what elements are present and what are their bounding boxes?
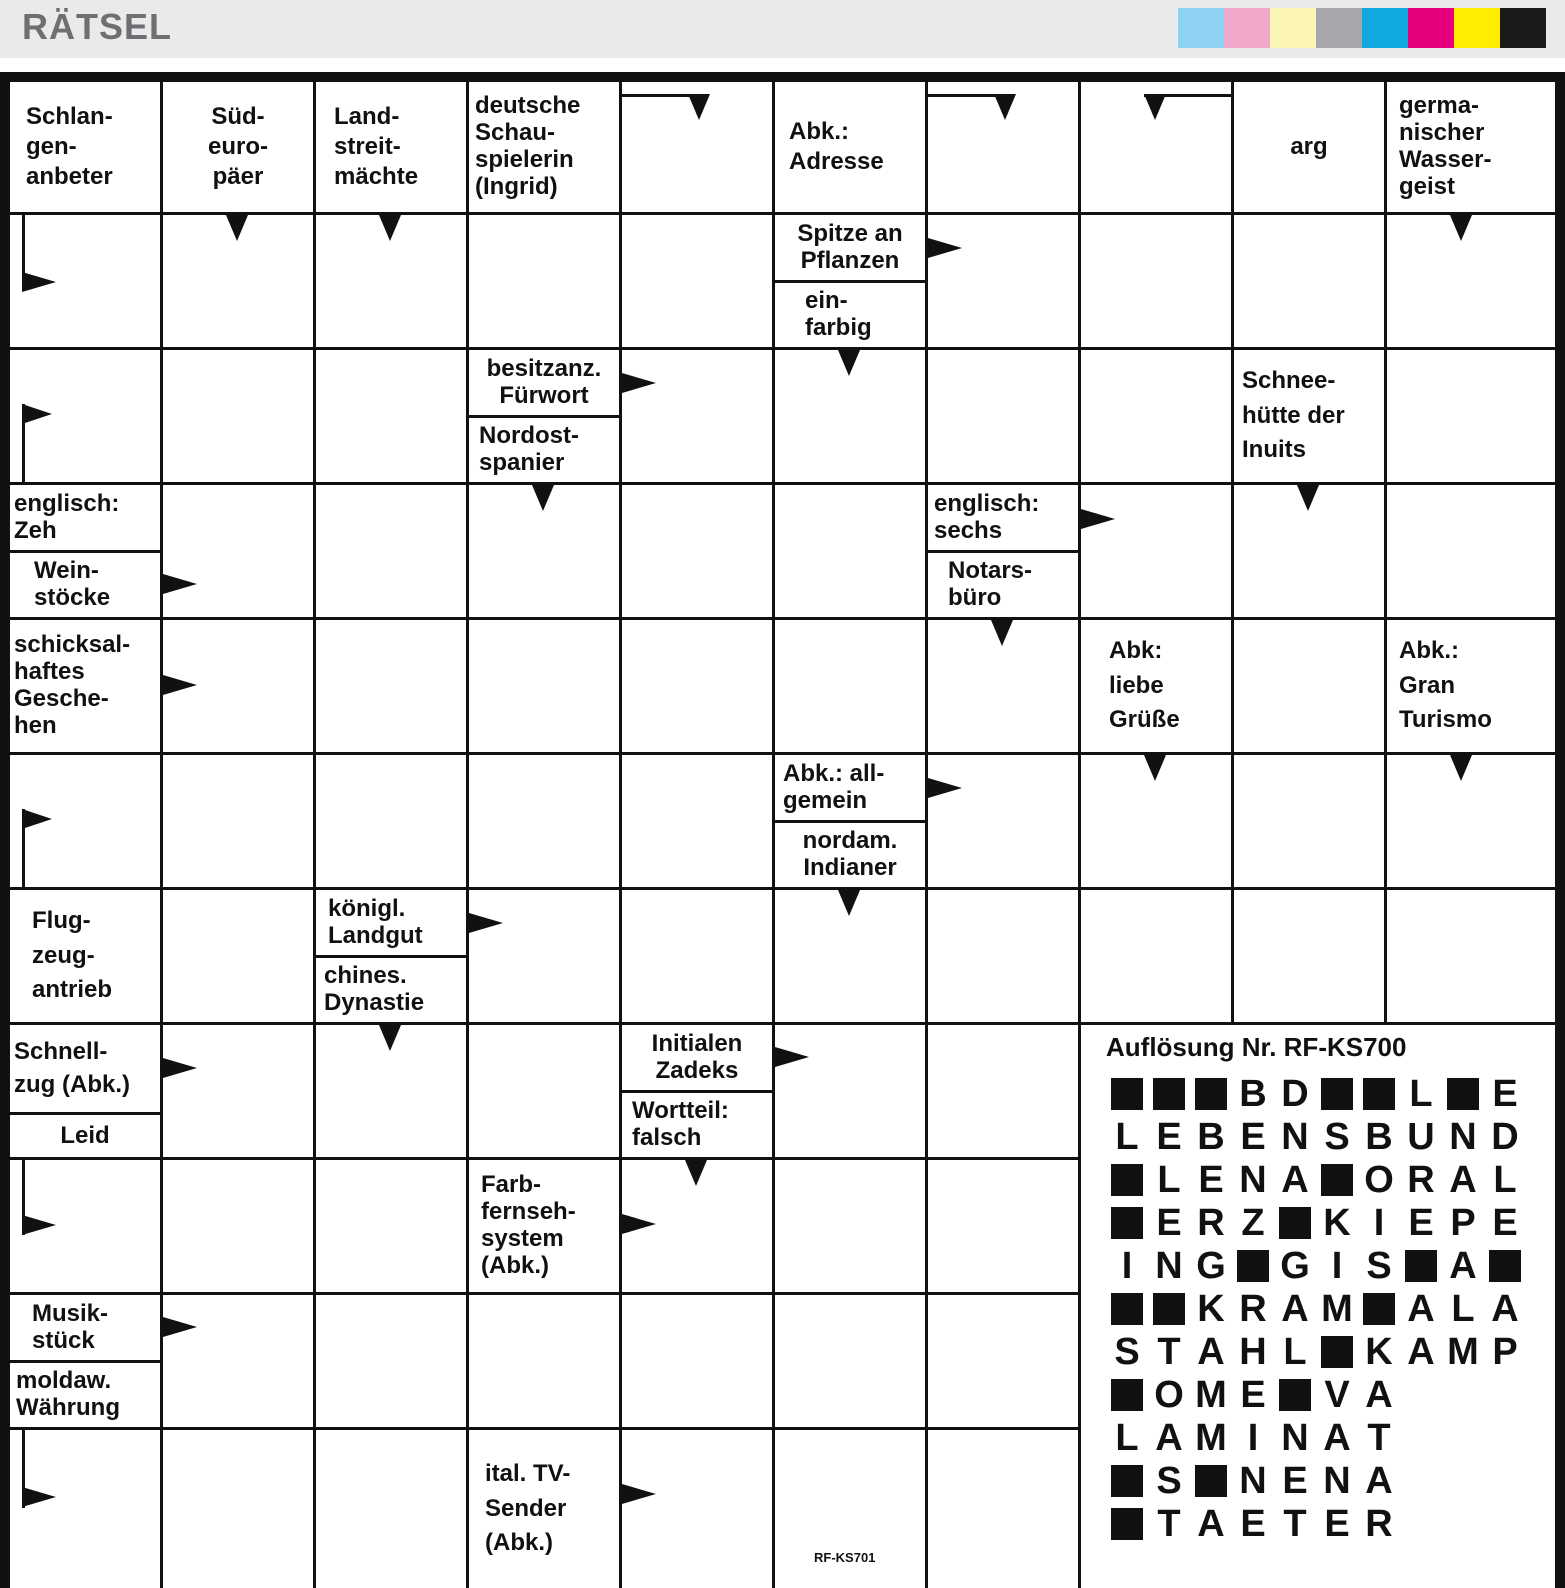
arrow-down-icon [379, 215, 401, 241]
clue-cell: Wortteil: falsch [632, 1097, 729, 1151]
arrow-down-icon [991, 620, 1013, 646]
arrow-right-icon [22, 272, 56, 292]
clue-cell: Schlan- gen- anbeter [26, 103, 113, 190]
solution-row [1106, 1160, 1526, 1200]
solution-block [1190, 1461, 1232, 1501]
solution-block [1274, 1375, 1316, 1415]
flag-arrow-icon [22, 404, 52, 424]
solution-letter: L [1115, 1115, 1139, 1158]
solution-block [1148, 1289, 1190, 1329]
arrow-down-icon [1450, 215, 1472, 241]
solution-block [1106, 1074, 1148, 1114]
solution-block [1316, 1332, 1358, 1372]
solution-letter: N [1155, 1244, 1183, 1287]
solution-block [1106, 1375, 1148, 1415]
arrow-down-icon [379, 1025, 401, 1051]
arrow-right-icon [1081, 509, 1115, 529]
solution-letter: M [1195, 1416, 1227, 1459]
solution-row [1106, 1117, 1526, 1157]
clue-cell: englisch: sechs [934, 489, 1040, 544]
clue-cell: deutsche Schau- spielerin (Ingrid) [475, 92, 581, 200]
color-swatch [1224, 8, 1270, 48]
grid-line [160, 82, 163, 1588]
arrow-right-icon [622, 1484, 656, 1504]
solution-letter: E [1492, 1201, 1518, 1244]
solution-title: Auflösung Nr. RF-KS700 [1106, 1032, 1407, 1062]
clue-cell: Schnee- hütte der Inuits [1242, 366, 1345, 464]
solution-block [1106, 1461, 1148, 1501]
solution-block [1274, 1203, 1316, 1243]
clue-cell: Spitze an Pflanzen [797, 219, 903, 274]
arrow-down-icon [226, 215, 248, 241]
clue-cell: ein- farbig [805, 287, 872, 341]
clue-cell: Leid [60, 1122, 110, 1149]
clue-cell: Abk.: Gran Turismo [1399, 636, 1492, 734]
solution-letter: I [1331, 1244, 1343, 1287]
clue-cell: Notars- büro [948, 557, 1033, 611]
solution-letter: O [1364, 1158, 1394, 1201]
clue-cell: Nordost- spanier [479, 422, 579, 476]
solution-row [1106, 1375, 1400, 1415]
grid-line [619, 82, 622, 1588]
solution-letter: E [1198, 1158, 1224, 1201]
solution-letter: N [1281, 1115, 1309, 1158]
solution-letter: H [1239, 1330, 1267, 1373]
solution-letter: N [1239, 1158, 1267, 1201]
solution-row [1106, 1461, 1400, 1501]
solution-letter: S [1366, 1244, 1392, 1287]
clue-cell: Schnell- zug (Abk.) [14, 1038, 130, 1098]
clue-cell: nordam. Indianer [802, 827, 898, 881]
solution-row [1106, 1074, 1526, 1114]
solution-block [1400, 1246, 1442, 1286]
solution-block [1148, 1074, 1190, 1114]
clue-cell: Farb- fernseh- system (Abk.) [481, 1171, 576, 1279]
clue-cell: Wein- stöcke [34, 557, 111, 611]
solution-letter: A [1449, 1158, 1477, 1201]
solution-letter: N [1449, 1115, 1477, 1158]
solution-block [1232, 1246, 1274, 1286]
solution-letter: L [1409, 1072, 1433, 1115]
solution-letter: A [1491, 1287, 1519, 1330]
arrow-down-icon [1144, 94, 1166, 120]
solution-letter: U [1407, 1115, 1435, 1158]
solution-block [1106, 1289, 1148, 1329]
solution-letter: A [1197, 1330, 1225, 1373]
grid-line [10, 617, 1555, 620]
solution-letter: Z [1241, 1201, 1265, 1244]
arrow-right-icon [163, 1058, 197, 1078]
solution-letter: A [1281, 1158, 1309, 1201]
arrow-right-icon [928, 238, 962, 258]
flag-arrow-icon [22, 809, 52, 829]
solution-letter: K [1197, 1287, 1225, 1330]
clue-cell: Süd- euro- päer [208, 103, 268, 190]
solution-letter: R [1197, 1201, 1225, 1244]
solution-letter: D [1491, 1115, 1519, 1158]
solution-letter: K [1365, 1330, 1393, 1373]
clue-cell: germa- nischer Wasser- geist [1399, 92, 1492, 200]
solution-row [1106, 1203, 1526, 1243]
solution-letter: K [1323, 1201, 1351, 1244]
solution-row [1106, 1504, 1400, 1544]
arrow-right-icon [163, 574, 197, 594]
color-swatch [1178, 8, 1224, 48]
arrow-right-icon [469, 913, 503, 933]
solution-letter: D [1281, 1072, 1309, 1115]
grid-line [10, 1292, 1078, 1295]
solution-letter: S [1114, 1330, 1140, 1373]
color-swatch [1362, 8, 1408, 48]
grid-line [1078, 82, 1081, 1588]
clue-cell: schicksal- haftes Gesche- hen [14, 631, 131, 739]
solution-letter: S [1324, 1115, 1350, 1158]
solution-letter: T [1157, 1502, 1181, 1545]
color-swatch [1270, 8, 1316, 48]
color-swatch [1454, 8, 1500, 48]
clue-cell: Initialen Zadeks [651, 1029, 743, 1084]
grid-line [925, 82, 928, 1588]
solution-letter: P [1492, 1330, 1518, 1373]
solution-row [1106, 1332, 1526, 1372]
solution-letter: G [1280, 1244, 1310, 1287]
solution-block [1316, 1074, 1358, 1114]
clue-cell: Abk.: Adresse [789, 118, 884, 175]
solution-letter: R [1365, 1502, 1393, 1545]
solution-letter: A [1281, 1287, 1309, 1330]
solution-letter: E [1324, 1502, 1350, 1545]
solution-block [1106, 1203, 1148, 1243]
clue-cell: arg [1290, 133, 1328, 160]
puzzle-code: RF-KS701 [814, 1550, 876, 1565]
arrow-down-icon [838, 890, 860, 916]
clue-cell: Flug- zeug- antrieb [32, 906, 113, 1004]
arrow-right-icon [928, 778, 962, 798]
solution-letter: G [1196, 1244, 1226, 1287]
solution-letter: E [1240, 1502, 1266, 1545]
clue-cell: ital. TV- Sender (Abk.) [485, 1459, 571, 1557]
grid-line [1231, 82, 1234, 1022]
solution-row [1106, 1418, 1400, 1458]
solution-letter: L [1115, 1416, 1139, 1459]
solution-letter: S [1156, 1459, 1182, 1502]
solution-letter: E [1240, 1115, 1266, 1158]
grid-line [466, 82, 469, 1588]
solution-letter: A [1155, 1416, 1183, 1459]
grid-line [313, 82, 316, 1588]
color-swatch [1500, 8, 1546, 48]
solution-letter: A [1323, 1416, 1351, 1459]
arrow-down-icon [838, 350, 860, 376]
arrow-right-icon [22, 1215, 56, 1235]
solution-letter: E [1282, 1459, 1308, 1502]
clue-cell: Musik- stück [32, 1299, 109, 1354]
arrow-down-icon [1297, 485, 1319, 511]
solution-letter: M [1321, 1287, 1353, 1330]
solution-letter: A [1407, 1287, 1435, 1330]
color-swatches [1178, 8, 1546, 48]
solution-letter: N [1239, 1459, 1267, 1502]
arrow-down-icon [1144, 755, 1166, 781]
solution-letter: A [1407, 1330, 1435, 1373]
solution-letter: O [1154, 1373, 1184, 1416]
color-swatch [1316, 8, 1362, 48]
solution-letter: P [1450, 1201, 1476, 1244]
solution-letter: V [1324, 1373, 1350, 1416]
solution-letter: L [1493, 1158, 1517, 1201]
solution-letter: L [1283, 1330, 1307, 1373]
solution-letter: B [1197, 1115, 1225, 1158]
solution-letter: L [1451, 1287, 1475, 1330]
clue-cell: Abk.: all- gemein [783, 759, 885, 814]
solution-letter: E [1492, 1072, 1518, 1115]
solution-letter: R [1407, 1158, 1435, 1201]
arrow-down-icon [1450, 755, 1472, 781]
crossword-frame [0, 72, 1565, 1588]
solution-letter: B [1365, 1115, 1393, 1158]
puzzle-title: RÄTSEL [22, 6, 172, 47]
solution-letter: R [1239, 1287, 1267, 1330]
clue-cell: Land- streit- mächte [334, 103, 419, 190]
grid-line [10, 1022, 1555, 1025]
solution-letter: E [1156, 1115, 1182, 1158]
solution-letter: T [1157, 1330, 1181, 1373]
solution-letter: T [1367, 1416, 1391, 1459]
clue-cell: chines. Dynastie [324, 962, 425, 1016]
arrow-down-icon [994, 94, 1016, 120]
solution-letter: A [1197, 1502, 1225, 1545]
solution-letter: N [1323, 1459, 1351, 1502]
solution-block [1484, 1246, 1526, 1286]
grid-line [10, 887, 1555, 890]
header-bar [0, 0, 1565, 58]
solution-block [1442, 1074, 1484, 1114]
clue-cell: königl. Landgut [328, 894, 423, 949]
solution-row [1106, 1289, 1526, 1329]
solution-letter: A [1365, 1459, 1393, 1502]
grid-line [10, 482, 1555, 485]
arrow-down-icon [532, 485, 554, 511]
solution-block [1316, 1160, 1358, 1200]
solution-letter: E [1408, 1201, 1434, 1244]
solution-block [1106, 1160, 1148, 1200]
arrow-right-icon [622, 373, 656, 393]
clue-cell: besitzanz. Fürwort [486, 354, 602, 409]
solution-letter: I [1373, 1201, 1385, 1244]
solution-letter: N [1281, 1416, 1309, 1459]
solution-letter: E [1240, 1373, 1266, 1416]
solution-letter: A [1449, 1244, 1477, 1287]
solution-letter: M [1447, 1330, 1479, 1373]
solution-block [1190, 1074, 1232, 1114]
arrow-down-icon [685, 1160, 707, 1186]
arrow-right-icon [163, 1317, 197, 1337]
solution-letter: T [1283, 1502, 1307, 1545]
clue-cell: Abk: liebe Grüße [1109, 636, 1180, 734]
solution-block [1358, 1289, 1400, 1329]
clue-cell: englisch: Zeh [14, 489, 120, 544]
arrow-right-icon [622, 1214, 656, 1234]
arrow-right-icon [775, 1047, 809, 1067]
arrow-down-icon [688, 94, 710, 120]
solution-block [1106, 1504, 1148, 1544]
solution-letter: E [1156, 1201, 1182, 1244]
arrow-right-icon [163, 675, 197, 695]
solution-letter: I [1247, 1416, 1259, 1459]
solution-letter: M [1195, 1373, 1227, 1416]
grid-line [1384, 82, 1387, 1022]
solution-letter: L [1157, 1158, 1181, 1201]
solution-letter: I [1121, 1244, 1133, 1287]
solution-letter: A [1365, 1373, 1393, 1416]
arrow-right-icon [22, 1487, 56, 1507]
clue-cell: moldaw. Währung [16, 1367, 120, 1421]
solution-row [1106, 1246, 1526, 1286]
color-swatch [1408, 8, 1454, 48]
solution-letter: B [1239, 1072, 1267, 1115]
solution-block [1358, 1074, 1400, 1114]
